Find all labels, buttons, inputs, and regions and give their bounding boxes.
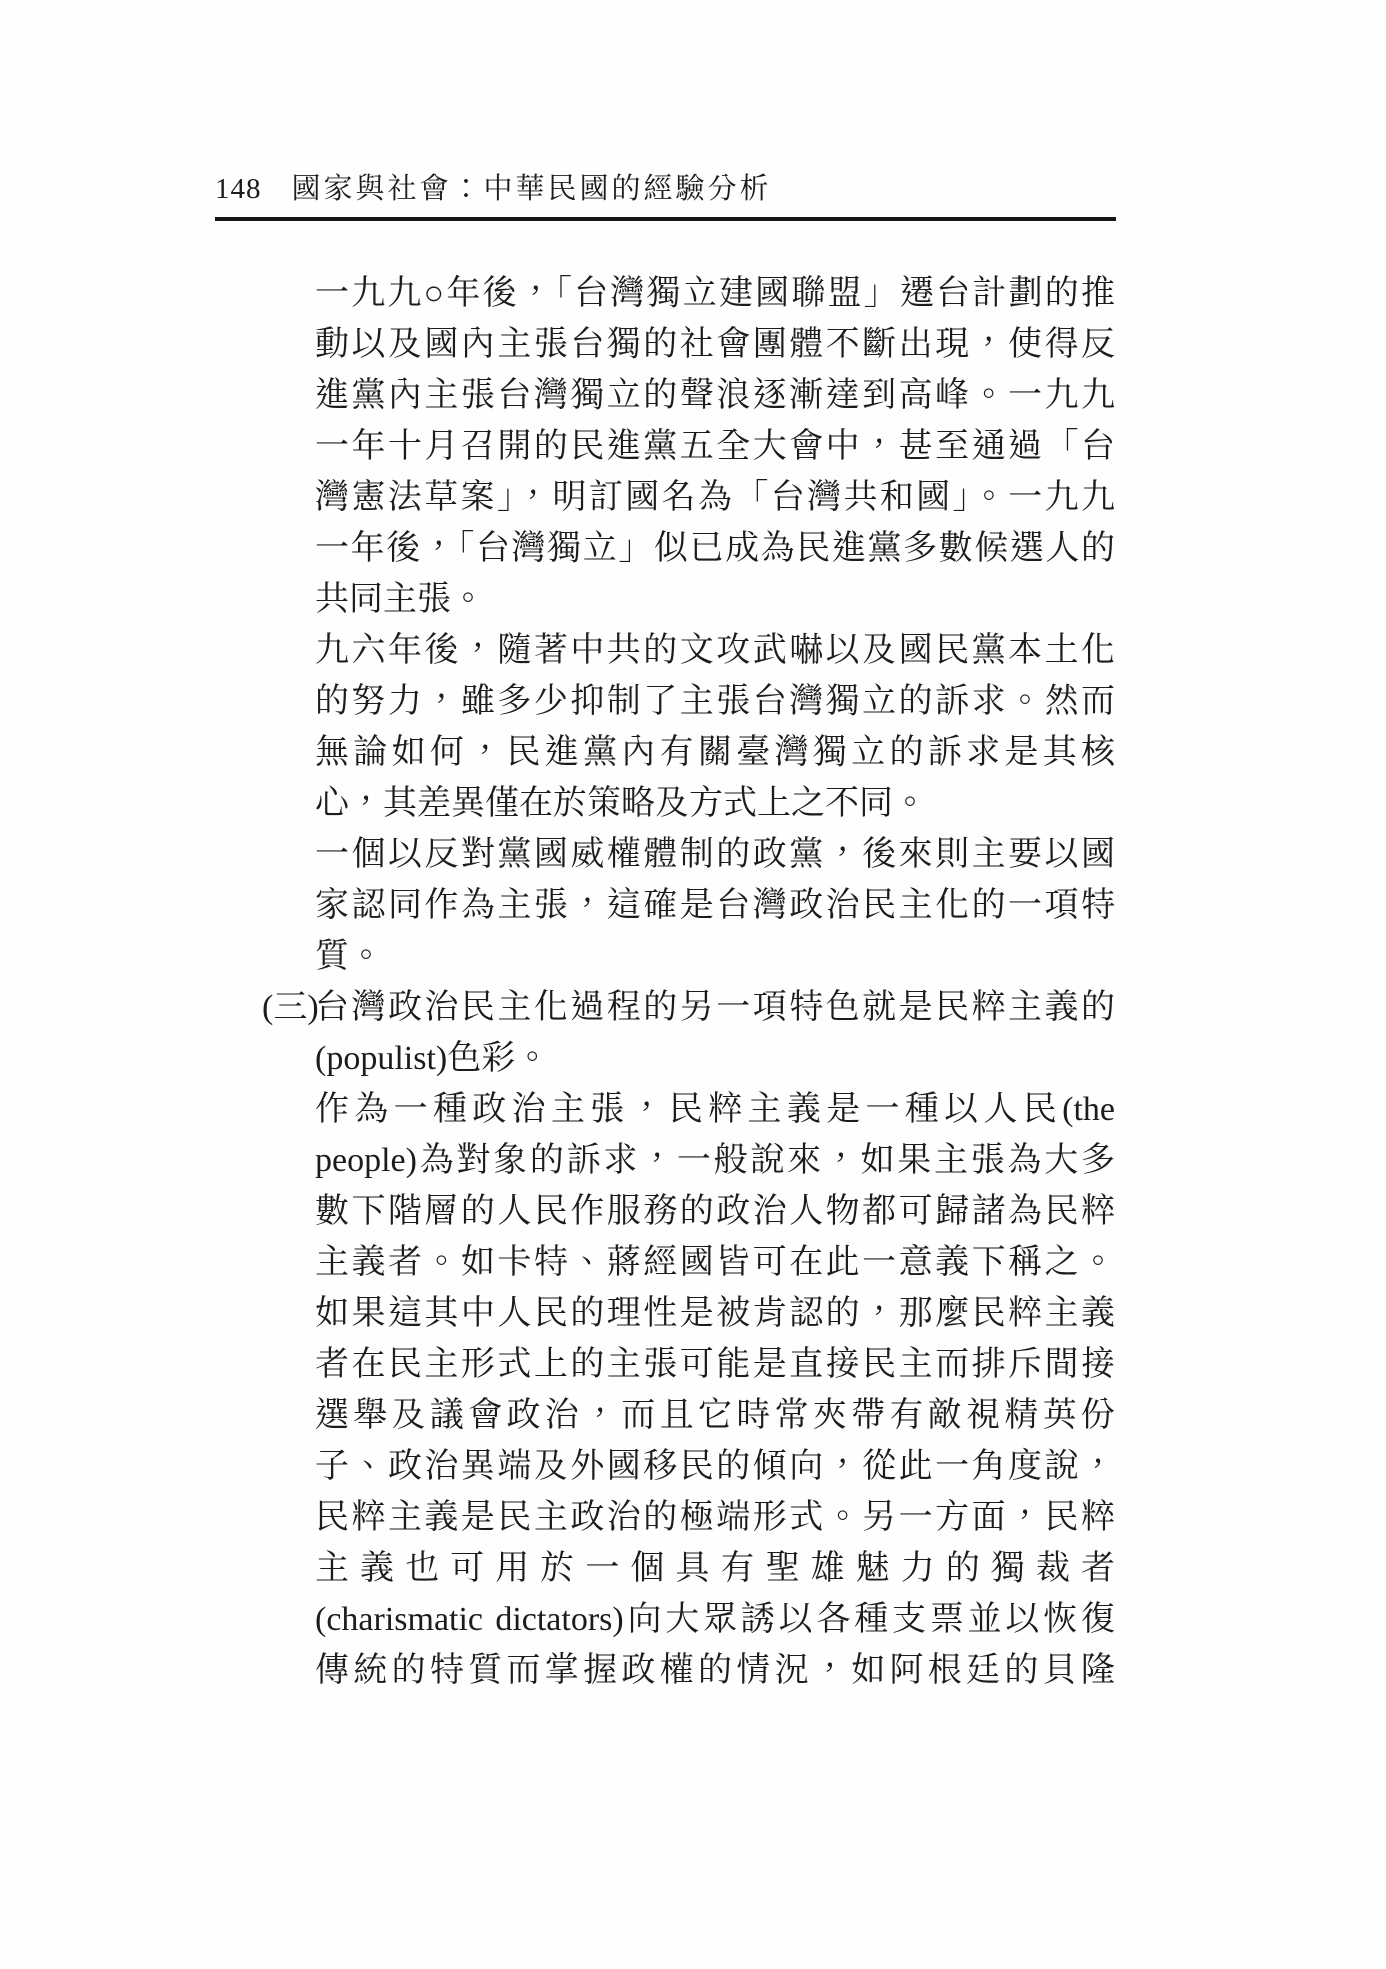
body-text (262, 268, 1115, 1696)
text-line (315, 1288, 1115, 1339)
text-line (315, 625, 1115, 676)
running-title: 國家與社會：中華民國的經驗分析 (291, 173, 772, 205)
text-line-content: 數下階層的人民作服務的政治人物都可歸諸為民粹 (315, 1193, 1115, 1230)
text-line-content: 共同主張。 (315, 581, 485, 618)
text-line (315, 829, 1115, 880)
text-line-content: 者在民主形式上的主張可能是直接民主而排斥間接 (315, 1346, 1115, 1383)
text-line-content: 傳統的特質而掌握政權的情況，如阿根廷的貝隆 (315, 1652, 1115, 1689)
list-item-marker: (三) (262, 989, 319, 1026)
text-line (315, 727, 1115, 778)
text-line (315, 574, 1115, 625)
text-line (315, 1237, 1115, 1288)
text-line-content: 主義也可用於一個具有聖雄魅力的獨裁者 (315, 1550, 1115, 1587)
text-line (315, 1390, 1115, 1441)
text-line-content: 主義者。如卡特、蔣經國皆可在此一意義下稱之。 (315, 1244, 1115, 1281)
text-line (315, 523, 1115, 574)
text-line (315, 1543, 1115, 1594)
text-line (315, 676, 1115, 727)
text-line-content: 作為一種政治主張，民粹主義是一種以人民(the (315, 1091, 1115, 1128)
text-line-content: 的努力，雖多少抑制了主張台灣獨立的訴求。然而 (315, 683, 1115, 720)
text-line (315, 370, 1115, 421)
text-line-content: 如果這其中人民的理性是被肯認的，那麼民粹主義 (315, 1295, 1115, 1332)
text-line (315, 880, 1115, 931)
text-line (315, 778, 1115, 829)
text-line (315, 931, 1115, 982)
text-line-content: 選舉及議會政治，而且它時常夾帶有敵視精英份 (315, 1397, 1115, 1434)
text-line-content: 家認同作為主張，這確是台灣政治民主化的一項特 (315, 887, 1115, 924)
text-line (315, 1594, 1115, 1645)
text-line-content: people)為對象的訴求，一般說來，如果主張為大多 (315, 1142, 1115, 1179)
text-line (315, 1186, 1115, 1237)
text-line-content: 台灣政治民主化過程的另一項特色就是民粹主義的 (315, 989, 1115, 1026)
text-line (315, 472, 1115, 523)
text-line (315, 1441, 1115, 1492)
text-line (315, 1033, 1115, 1084)
text-line-content: 一九九○年後，「台灣獨立建國聯盟」遷台計劃的推 (315, 275, 1115, 312)
text-line (315, 1339, 1115, 1390)
text-line (315, 421, 1115, 472)
text-line-content: 子、政治異端及外國移民的傾向，從此一角度說， (315, 1448, 1115, 1485)
text-line (315, 1645, 1115, 1696)
text-line (315, 1492, 1115, 1543)
text-line-content: 動以及國內主張台獨的社會團體不斷出現，使得反 (315, 326, 1115, 363)
text-line-content: (charismatic dictators)向大眾誘以各種支票並以恢復 (315, 1601, 1115, 1638)
text-line-content: 民粹主義是民主政治的極端形式。另一方面，民粹 (315, 1499, 1115, 1536)
text-line-content: 一年十月召開的民進黨五全大會中，甚至通過「台 (315, 428, 1115, 465)
text-line-content: 心，其差異僅在於策略及方式上之不同。 (315, 785, 927, 822)
text-line-content: 一年後，「台灣獨立」似已成為民進黨多數候選人的 (315, 530, 1115, 567)
text-line-content: 進黨內主張台灣獨立的聲浪逐漸達到高峰。一九九 (315, 377, 1115, 414)
page-header (215, 170, 1116, 221)
text-line-content: 九六年後，隨著中共的文攻武嚇以及國民黨本土化 (315, 632, 1115, 669)
text-line-content: 灣憲法草案」，明訂國名為「台灣共和國」。一九九 (315, 479, 1115, 516)
text-line (315, 1084, 1115, 1135)
text-line-content: 質。 (315, 938, 383, 975)
text-line (315, 319, 1115, 370)
text-line (315, 1135, 1115, 1186)
page-number: 148 (215, 173, 262, 205)
text-line-content: (populist)色彩。 (315, 1040, 550, 1077)
text-line-content: 一個以反對黨國威權體制的政黨，後來則主要以國 (315, 836, 1115, 873)
text-line-content: 無論如何，民進黨內有關臺灣獨立的訴求是其核 (315, 734, 1115, 771)
text-line (315, 268, 1115, 319)
text-line (262, 982, 1115, 1033)
